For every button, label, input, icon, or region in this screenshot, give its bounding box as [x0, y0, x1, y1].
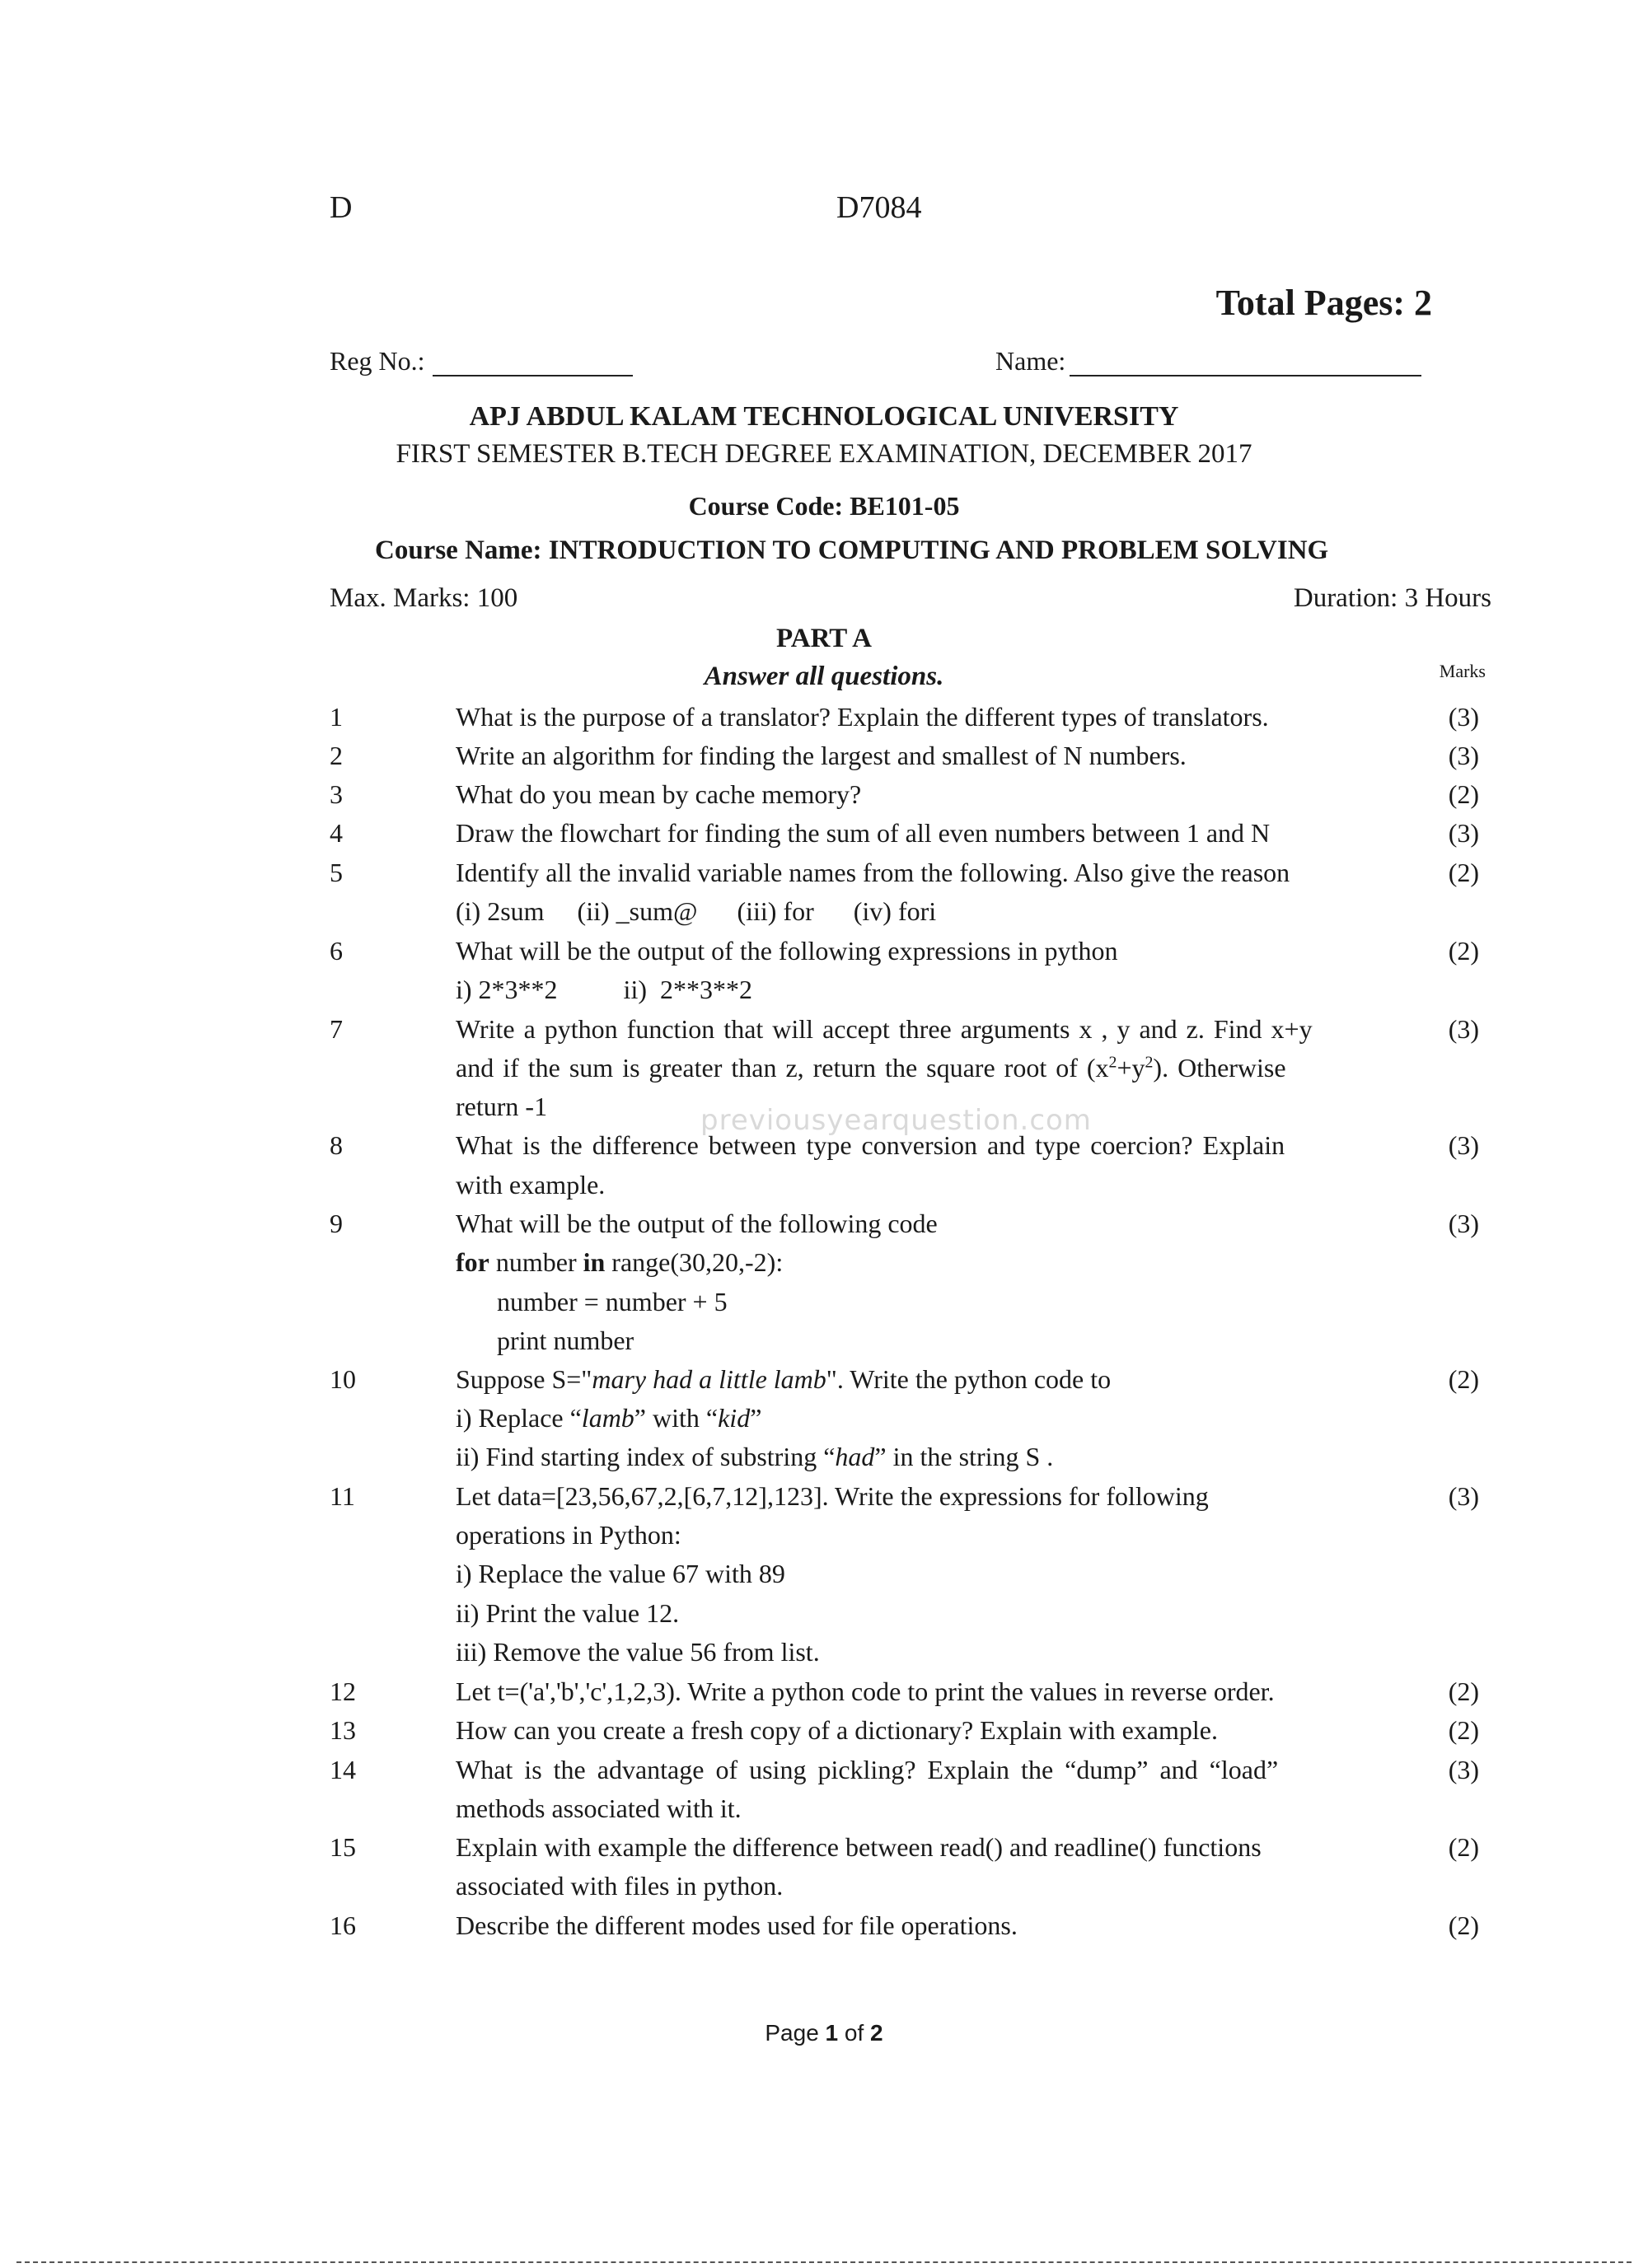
question-marks: (2): [1448, 1364, 1479, 1394]
page-total: 2: [870, 2020, 883, 2046]
question-text-cont: return -1: [456, 1092, 548, 1121]
question-text: Let t=('a','b','c',1,2,3). Write a python code to print the values in reverse order.: [456, 1676, 1275, 1706]
question-marks: (3): [1448, 1130, 1479, 1160]
total-pages: Total Pages: 2: [1215, 283, 1432, 323]
question-text-cont: operations in Python:: [456, 1520, 681, 1550]
question-number: 2: [330, 741, 343, 770]
code-line: number = number + 5: [497, 1287, 728, 1316]
question-text-cont: methods associated with it.: [456, 1793, 742, 1823]
reg-no-label: Reg No.:: [330, 346, 425, 376]
question-text-cont: [456, 1053, 1286, 1083]
question-number: 14: [330, 1755, 356, 1784]
q7-text-b: +y: [1117, 1053, 1145, 1083]
q10-e: ”: [750, 1403, 762, 1433]
question-text: How can you create a fresh copy of a dictionary? Explain with example.: [456, 1715, 1218, 1745]
question-marks: (2): [1448, 936, 1479, 966]
question-marks: (3): [1448, 1209, 1479, 1238]
question-text: Describe the different modes used for file operations.: [456, 1910, 1018, 1940]
question-number: 4: [330, 818, 343, 848]
reg-no-field: [433, 375, 633, 376]
question-text: What will be the output of the following code: [456, 1209, 938, 1238]
page-indicator: [0, 2020, 1648, 2046]
question-marks: (3): [1448, 1481, 1479, 1511]
question-text: What do you mean by cache memory?: [456, 779, 862, 809]
q7-sup-2: 2: [1145, 1053, 1154, 1072]
question-subpart: iii) Remove the value 56 from list.: [456, 1637, 820, 1667]
name-field: [1070, 375, 1421, 376]
question-subpart: [456, 1403, 761, 1433]
question-expressions: i) 2*3**2 ii) 2**3**2: [456, 975, 752, 1004]
question-text: What is the advantage of using pickling? Explain the “dump” and “load”: [456, 1755, 1279, 1784]
question-subpart: ii) Print the value 12.: [456, 1598, 680, 1628]
question-number: 9: [330, 1209, 343, 1238]
exam-series: D: [330, 190, 353, 225]
keyword-for: for: [456, 1247, 489, 1277]
question-text: Write a python function that will accept three arguments x , y and z. Find x+y: [456, 1014, 1313, 1044]
question-options: (i) 2sum (ii) _sum@ (iii) for (iv) fori: [456, 896, 937, 926]
q10-g: ” in the string S .: [874, 1442, 1054, 1471]
course-code: Course Code: BE101-05: [688, 491, 960, 521]
question-marks: (2): [1448, 1832, 1479, 1862]
q10-b: ". Write the python code to: [826, 1364, 1112, 1394]
question-marks: (2): [1448, 1676, 1479, 1706]
part-title: PART A: [776, 624, 872, 653]
course-name: Course Name: INTRODUCTION TO COMPUTING AND PROBLEM SOLVING: [375, 535, 1329, 565]
question-marks: (2): [1448, 858, 1479, 887]
watermark-logo: previousyearquestion.com: [700, 1104, 1092, 1137]
question-text: Identify all the invalid variable names from the following. Also give the reason: [456, 858, 1290, 887]
question-marks: (2): [1448, 1715, 1479, 1745]
code-line: print number: [497, 1326, 634, 1355]
question-text: What is the difference between type conversion and type coercion? Explain: [456, 1130, 1285, 1160]
question-marks: (3): [1448, 1014, 1479, 1044]
marks-header: Marks: [1439, 661, 1486, 681]
q10-d: ” with “: [634, 1403, 719, 1433]
question-number: 6: [330, 936, 343, 966]
question-text: What will be the output of the following expressions in python: [456, 936, 1118, 966]
exam-title: FIRST SEMESTER B.TECH DEGREE EXAMINATION, DECEMBER 2017: [396, 439, 1252, 469]
q10-c: i) Replace “: [456, 1403, 582, 1433]
question-text-cont: associated with files in python.: [456, 1871, 784, 1901]
page-mid: of: [838, 2020, 871, 2046]
q10-kid: kid: [718, 1403, 751, 1433]
page-current: 1: [825, 2020, 839, 2046]
q7-text-c: ): [1153, 1053, 1163, 1083]
question-number: 7: [330, 1014, 343, 1044]
question-text-cont: with example.: [456, 1170, 606, 1199]
q7-text-d: . Otherwise: [1162, 1053, 1286, 1083]
question-subpart: [456, 1442, 1053, 1472]
question-number: 16: [330, 1910, 356, 1940]
question-text: What is the purpose of a translator? Explain the different types of translators.: [456, 702, 1269, 732]
question-text: [456, 1364, 1111, 1395]
duration: Duration: 3 Hours: [1293, 583, 1491, 613]
q10-f: ii) Find starting index of substring “: [456, 1442, 836, 1471]
question-number: 12: [330, 1676, 356, 1706]
question-text: Let data=[23,56,67,2,[6,7,12],123]. Write the expressions for following: [456, 1481, 1209, 1511]
q10-string: mary had a little lamb: [592, 1364, 826, 1394]
max-marks: Max. Marks: 100: [330, 583, 518, 613]
paper-code: D7084: [836, 190, 922, 225]
question-number: 11: [330, 1481, 355, 1511]
question-marks: (3): [1448, 1755, 1479, 1784]
question-text: Draw the flowchart for finding the sum of all even numbers between 1 and N: [456, 818, 1271, 848]
name-label: Name:: [995, 346, 1066, 376]
scan-edge-rule: [16, 2261, 1632, 2263]
question-marks: (3): [1448, 818, 1479, 848]
code-fragment: range(30,20,-2):: [605, 1247, 784, 1277]
q7-sup-1: 2: [1108, 1053, 1117, 1072]
question-text: Explain with example the difference between read() and readline() functions: [456, 1832, 1262, 1862]
question-number: 8: [330, 1130, 343, 1160]
question-marks: (2): [1448, 779, 1479, 809]
code-line: [456, 1247, 783, 1278]
question-number: 15: [330, 1832, 356, 1862]
question-marks: (3): [1448, 702, 1479, 732]
keyword-in: in: [583, 1247, 606, 1277]
page-prefix: Page: [765, 2020, 826, 2046]
university-name: APJ ABDUL KALAM TECHNOLOGICAL UNIVERSITY: [469, 401, 1179, 432]
q10-had: had: [835, 1442, 875, 1471]
question-text: Write an algorithm for finding the largest and smallest of N numbers.: [456, 741, 1187, 770]
question-marks: (2): [1448, 1910, 1479, 1940]
question-number: 13: [330, 1715, 356, 1745]
part-instruction: Answer all questions.: [704, 662, 944, 691]
q7-text-a: and if the sum is greater than z, return the square root of (x: [456, 1053, 1109, 1083]
code-fragment: number: [495, 1247, 583, 1277]
question-subpart: i) Replace the value 67 with 89: [456, 1559, 785, 1588]
question-number: 5: [330, 858, 343, 887]
question-marks: (3): [1448, 741, 1479, 770]
q10-a: Suppose S=": [456, 1364, 592, 1394]
q10-lamb: lamb: [581, 1403, 634, 1433]
question-number: 10: [330, 1364, 356, 1394]
question-number: 3: [330, 779, 343, 809]
question-number: 1: [330, 702, 343, 732]
